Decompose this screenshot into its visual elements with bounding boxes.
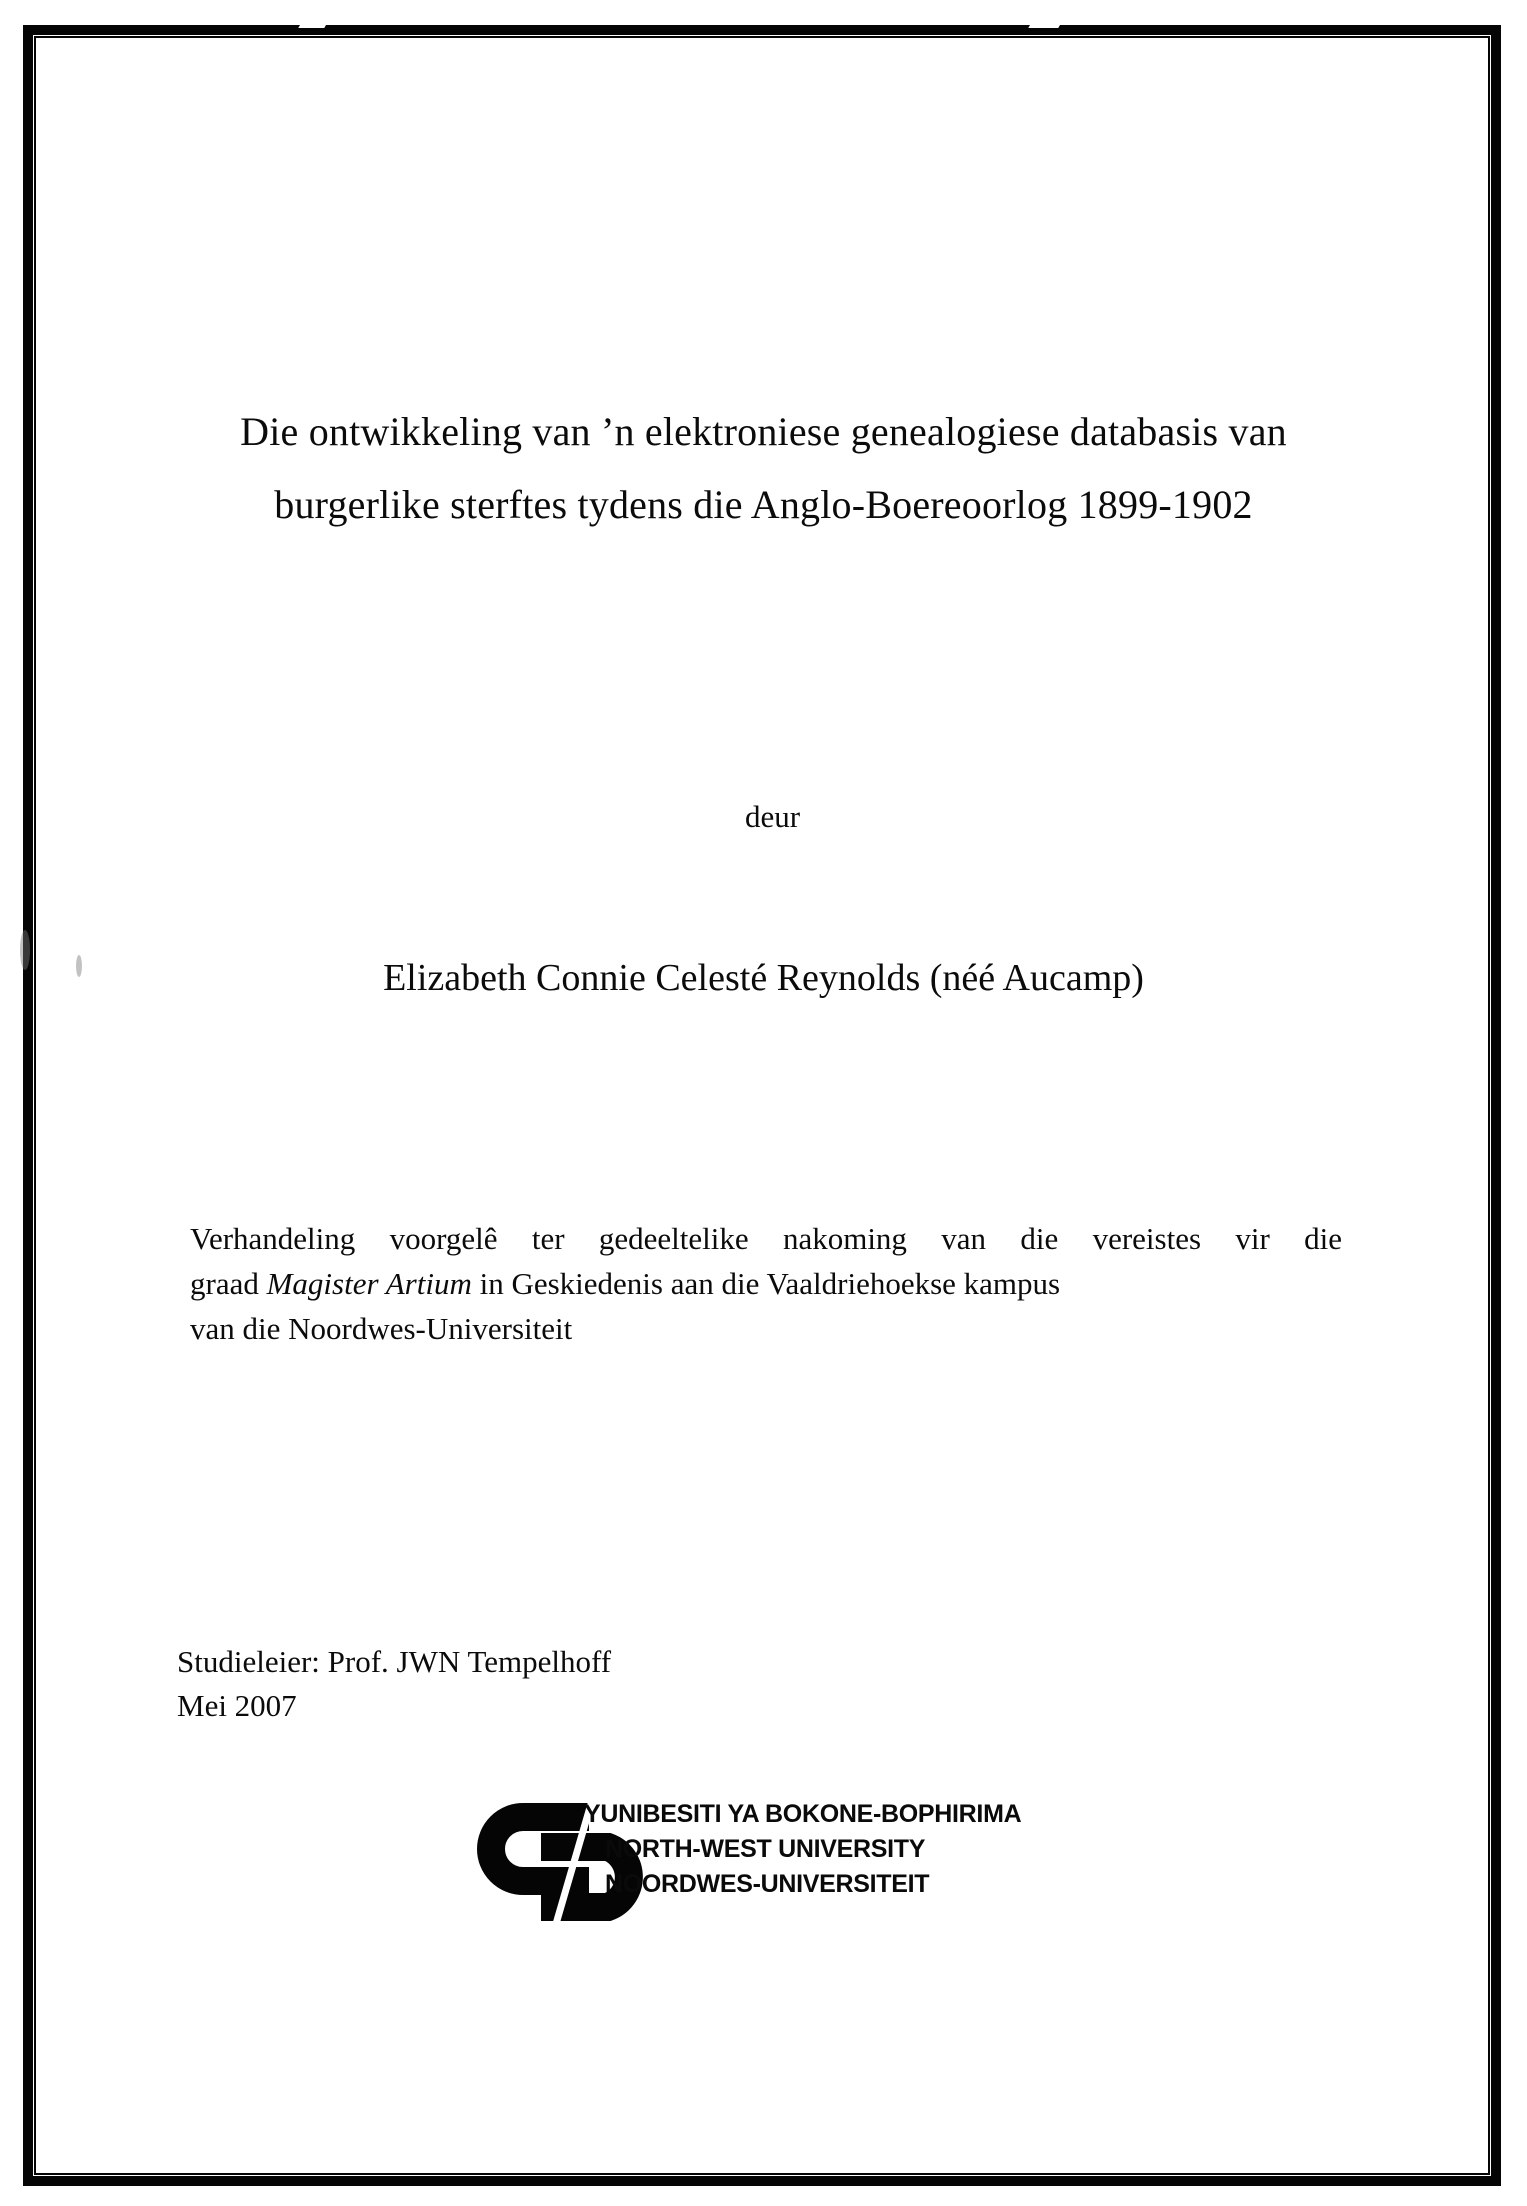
degree-statement-line-1: Verhandeling voorgelê ter gedeeltelike nakoming van die vereistes vir die	[190, 1221, 1342, 1256]
degree-statement	[190, 1216, 1342, 1351]
thesis-title-line-1: Die ontwikkeling van ’n elektroniese genealogiese databasis van	[240, 409, 1287, 454]
date-line: Mei 2007	[177, 1688, 297, 1723]
supervisor-block	[177, 1640, 611, 1728]
logo-text-english: NORTH-WEST UNIVERSITY	[605, 1835, 926, 1863]
supervisor-line: Studieleier: Prof. JWN Tempelhoff	[177, 1644, 612, 1679]
statement-line2-prefix: graad	[190, 1266, 267, 1301]
scan-artifact	[298, 22, 327, 28]
thesis-title-line-2: burgerlike sterftes tydens die Anglo-Boereoorlog 1899-1902	[274, 482, 1253, 527]
degree-statement-line-2	[190, 1261, 1342, 1306]
byline-deur: deur	[744, 799, 801, 834]
author-name: Elizabeth Connie Celesté Reynolds (néé Aucamp)	[383, 957, 1144, 999]
scan-artifact	[1028, 22, 1061, 28]
degree-name-italic: Magister Artium	[266, 1266, 472, 1301]
university-logo	[467, 1795, 1087, 1940]
thesis-title	[0, 395, 1527, 541]
degree-statement-line-3: van die Noordwes-Universiteit	[190, 1311, 573, 1346]
logo-text-setswana: YUNIBESITI YA BOKONE-BOPHIRIMA	[584, 1800, 1022, 1828]
university-logo-text	[584, 1797, 1021, 1902]
statement-line2-suffix: in Geskiedenis aan die Vaaldriehoekse kampus	[471, 1266, 1061, 1301]
logo-text-afrikaans: NOORDWES-UNIVERSITEIT	[605, 1870, 930, 1898]
